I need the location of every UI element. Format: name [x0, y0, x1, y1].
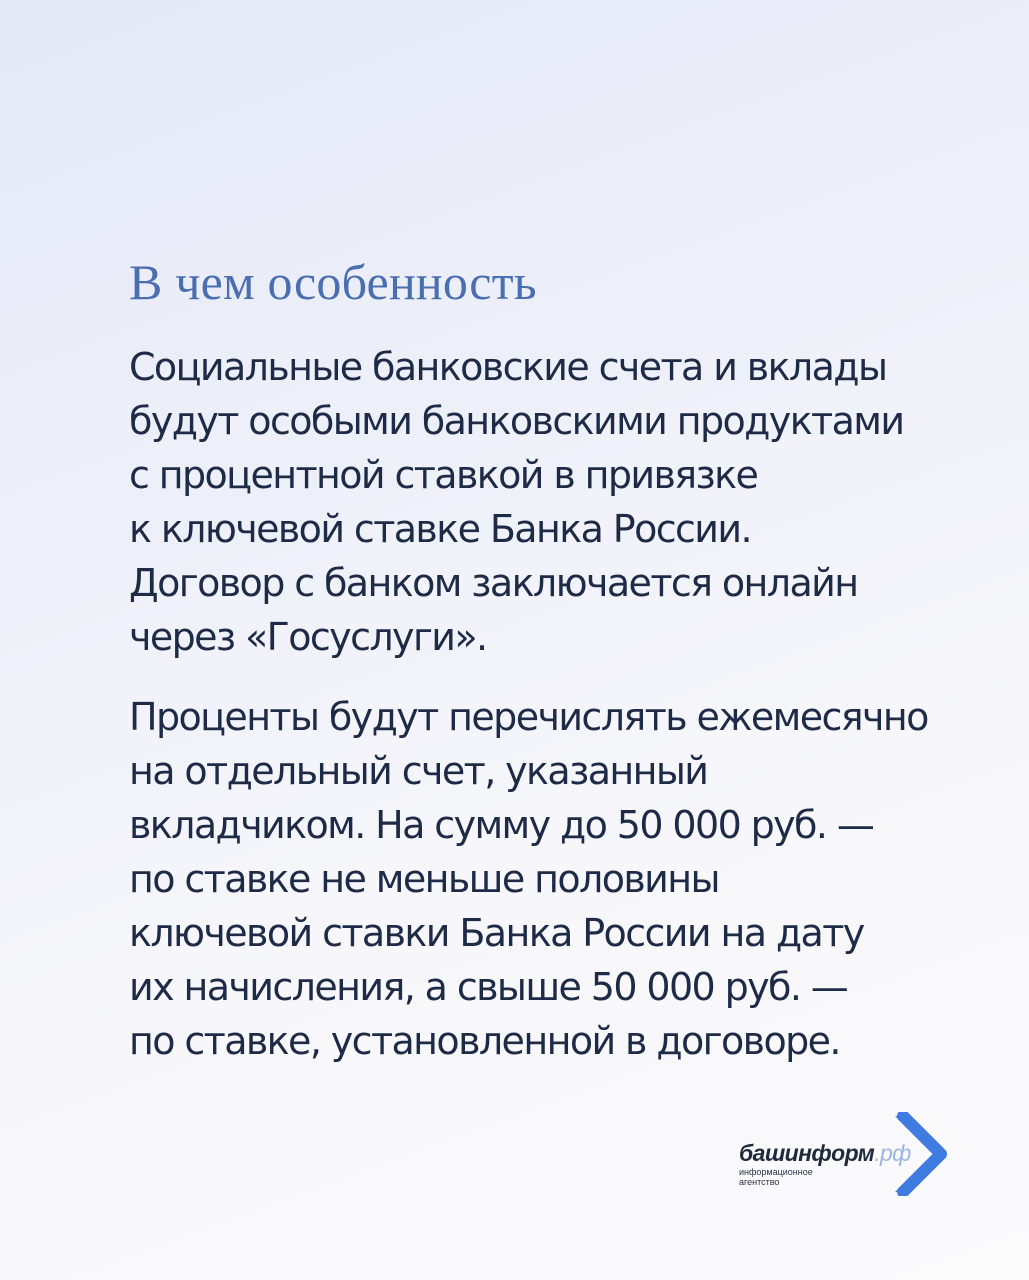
- paragraph-line: к ключевой ставке Банка России.: [129, 507, 751, 551]
- logo-name-text: башинформ: [739, 1140, 875, 1166]
- paragraph-line: вкладчиком. На сумму до 50 000 руб. —: [129, 803, 874, 847]
- paragraph-2: [129, 690, 989, 1068]
- content-card: [129, 252, 989, 1068]
- paragraph-line: Проценты будут перечислять ежемесячно: [129, 695, 928, 739]
- paragraph-line: по ставке, установленной в договоре.: [129, 1019, 840, 1063]
- paragraph-line: на отдельный счет, указанный: [129, 749, 708, 793]
- paragraph-line: Договор с банком заключается онлайн: [129, 561, 858, 605]
- logo-tld: .рф: [874, 1140, 911, 1166]
- paragraph-line: их начисления, а свыше 50 000 руб. —: [129, 965, 848, 1009]
- paragraph-line: будут особыми банковскими продуктами: [129, 399, 904, 443]
- paragraph-1: [129, 340, 989, 664]
- logo-subtitle-line: информационное: [739, 1167, 813, 1177]
- page-title: В чем особенность: [129, 254, 537, 310]
- paragraph-line: ключевой ставки Банка России на дату: [129, 911, 864, 955]
- paragraph-line: с процентной ставкой в привязке: [129, 453, 758, 497]
- logo-subtitle-line: агентство: [739, 1177, 780, 1187]
- paragraph-line: Социальные банковские счета и вклады: [129, 345, 887, 389]
- logo-name: [739, 1140, 911, 1166]
- paragraph-line: через «Госуслуги».: [129, 615, 487, 659]
- logo-subtitle: [739, 1167, 813, 1187]
- bashinform-logo: [735, 1112, 975, 1202]
- paragraph-line: по ставке не меньше половины: [129, 857, 719, 901]
